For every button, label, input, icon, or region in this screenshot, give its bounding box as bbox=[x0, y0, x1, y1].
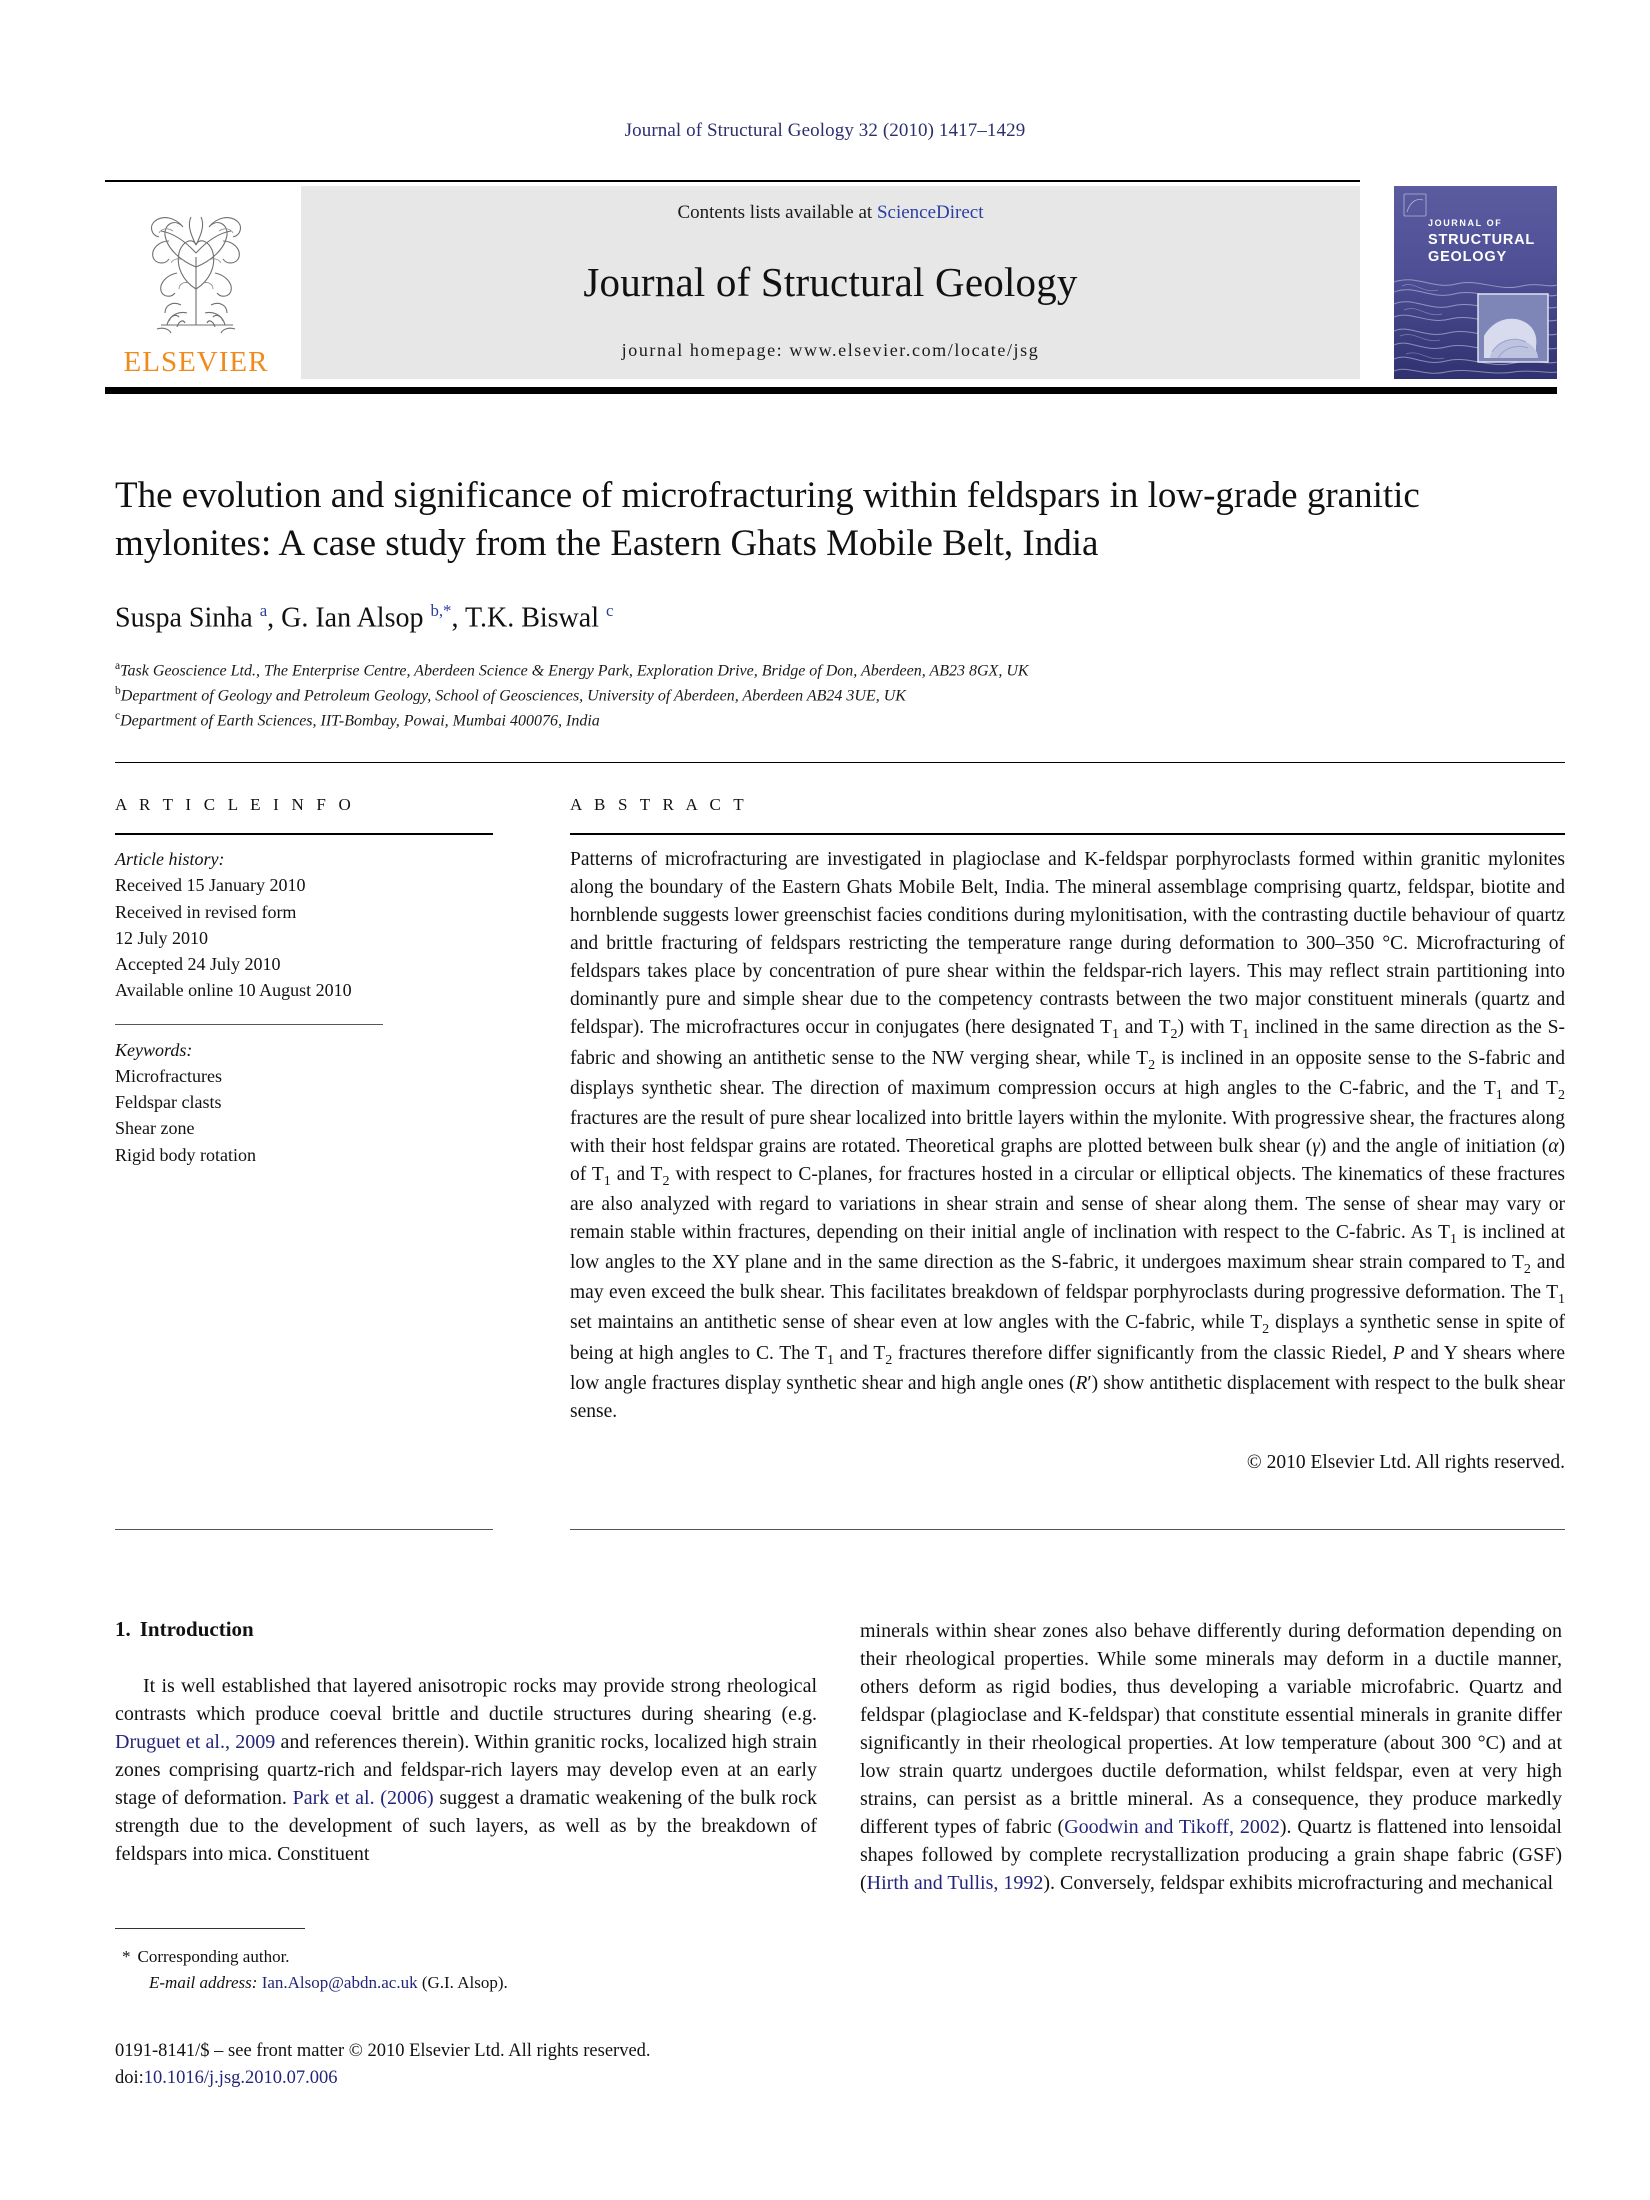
article-history-label: Article history: bbox=[115, 849, 225, 869]
keywords-divider bbox=[115, 1024, 383, 1025]
affiliation-text-a: Task Geoscience Ltd., The Enterprise Centre, Aberdeen Science & Energy Park, Exploration Drive, Bridge of Don, Aberdeen, AB23 8GX, UK bbox=[120, 662, 1029, 680]
journal-cover-thumbnail bbox=[1394, 186, 1557, 379]
keywords-label: Keywords: bbox=[115, 1039, 193, 1060]
abstract-column-bottom-rule bbox=[570, 1529, 1565, 1530]
affiliation-marker-c: c bbox=[115, 710, 121, 722]
masthead-body bbox=[105, 186, 1360, 379]
affiliation-text-b: Department of Geology and Petroleum Geology, School of Geosciences, University of Aberdeen, Aberdeen AB24 3UE, UK bbox=[120, 687, 906, 705]
cover-line-2: STRUCTURAL bbox=[1428, 232, 1536, 248]
abstract-copyright: © 2010 Elsevier Ltd. All rights reserved. bbox=[1246, 1451, 1565, 1473]
history-item: Available online 10 August 2010 bbox=[115, 980, 352, 1001]
keywords-block bbox=[115, 1037, 493, 1168]
journal-cover-art bbox=[1394, 186, 1557, 379]
section-title: Introduction bbox=[139, 1617, 254, 1641]
frontmatter-line: 0191-8141/$ – see front matter © 2010 Elsevier Ltd. All rights reserved. bbox=[115, 2041, 651, 2061]
affiliation-c bbox=[115, 708, 1515, 733]
body-column-left bbox=[115, 1617, 817, 1868]
masthead-top-rule bbox=[105, 180, 1360, 182]
corresponding-author-note bbox=[115, 1944, 817, 1970]
journal-title: Journal of Structural Geology bbox=[583, 259, 1078, 305]
affiliation-marker-b: b bbox=[115, 685, 121, 697]
history-item: 12 July 2010 bbox=[115, 927, 209, 948]
body-column-right bbox=[860, 1617, 1562, 1897]
cover-line-1: JOURNAL OF bbox=[1428, 218, 1503, 228]
elsevier-logo bbox=[105, 186, 287, 379]
affiliation-text-c: Department of Earth Sciences, IIT-Bombay, Powai, Mumbai 400076, India bbox=[120, 712, 600, 730]
article-history-block bbox=[115, 846, 493, 1004]
section-number: 1. bbox=[115, 1617, 131, 1641]
doi-label: doi: bbox=[115, 2068, 144, 2089]
history-item: Accepted 24 July 2010 bbox=[115, 954, 281, 975]
history-item: Received in revised form bbox=[115, 901, 297, 922]
footnote-block bbox=[115, 1944, 817, 1996]
abstract-rule bbox=[570, 833, 1565, 835]
page-title: The evolution and significance of microfracturing within feldspars in low-grade granitic mylonites: A case study from the Eastern Ghats Mobile Belt, India bbox=[115, 475, 1420, 565]
running-head: Journal of Structural Geology 32 (2010) 1417–1429 bbox=[624, 120, 1026, 141]
history-item: Received 15 January 2010 bbox=[115, 875, 306, 896]
elsevier-tree-icon bbox=[121, 197, 271, 347]
contents-available-line bbox=[677, 202, 983, 224]
contents-box bbox=[301, 186, 1360, 379]
affiliation-b bbox=[115, 683, 1515, 708]
abstract-body: Patterns of microfracturing are investigated in plagioclase and K-feldspar porphyroclasts formed within granitic mylonites along the boundary of the Eastern Ghats Mobile Belt, India. The mineral assemblage comprising quartz, feldspar, biotite and hornblende suggests lower greenschist facies conditions during mylonitisation, with the contrasting ductile behaviour of quartz and brittle fracturing of feldspars restricting the temperature range during deformation to 300–350 °C. Microfracturing of feldspars takes place by concentration of pure shear within the feldspar-rich layers. This may reflect strain partitioning into dominantly pure and simple shear due to the competency contrasts between the two major constituent minerals (quartz and feldspar). The microfractures occur in conjugates (here designated $T_1$ and $T_2$) with $T_1$ inclined in the same direction as the S-fabric and showing an antithetic sense to the NW verging shear, while $T_2$ is inclined in an opposite sense to the S-fabric and displays synthetic shear. The direction of maximum compression occurs at high angles to the C-fabric, and the $T_1$ and $T_2$ fractures are the result of pure shear localized into brittle layers within the mylonite. With progressive shear, the fractures along with their host feldspar grains are rotated. Theoretical graphs are plotted between bulk shear (γ) and the angle of initiation (α) of $T_1$ and $T_2$ with respect to C-planes, for fractures hosted in a circular or elliptical objects. The kinematics of these fractures are also analyzed with regard to variations in shear strain and sense of shear along them. The sense of shear may vary or remain stable within fractures, depending on their initial angle of inclination with respect to the C-fabric. As $T_1$ is inclined at low angles to the XY plane and in the same direction as the S-fabric, it undergoes maximum shear strain compared to $T_2$ and may even exceed the bulk shear. This facilitates breakdown of feldspar porphyroclasts during progressive deformation. The $T_1$ set maintains an antithetic sense of shear even at low angles with the C-fabric, while $T_2$ displays a synthetic sense in spite of being at high angles to C. The $T_1$ and $T_2$ fractures therefore differ significantly from the classic Riedel, P and Y shears where low angle fractures display synthetic shear and high angle ones (R′) show antithetic displacement with respect to the bulk shear sense. bbox=[570, 849, 1566, 1422]
cover-line-3: GEOLOGY bbox=[1428, 249, 1507, 265]
article-info-column bbox=[115, 795, 493, 1168]
footnote-divider bbox=[115, 1928, 305, 1929]
affiliation-marker-a: a bbox=[115, 660, 121, 672]
email-link[interactable]: Ian.Alsop@abdn.ac.uk bbox=[261, 1972, 418, 1992]
abstract-column bbox=[570, 795, 1565, 1474]
email-label: E-mail address: bbox=[149, 1972, 258, 1992]
doi-line bbox=[115, 2065, 915, 2092]
info-column-bottom-rule bbox=[115, 1529, 493, 1530]
email-suffix: (G.I. Alsop). bbox=[421, 1972, 508, 1992]
keyword-item: Microfractures bbox=[115, 1065, 222, 1086]
keyword-item: Feldspar clasts bbox=[115, 1092, 222, 1113]
intro-paragraph-left: It is well established that layered anisotropic rocks may provide strong rheological contrasts which produce coeval brittle and ductile structures during shearing (e.g. Druguet et al., 2009 and references therein). Within granitic rocks, localized high strain zones comprising quartz-rich and feldspar-rich layers may develop even at an early stage of deformation. Park et al. (2006) suggest a dramatic weakening of the bulk rock strength due to the development of such layers, as well as by the breakdown of feldspars into mica. Constituent bbox=[115, 1675, 818, 1865]
contents-prefix: Contents lists available at bbox=[677, 202, 877, 223]
corresponding-author-marker: * bbox=[122, 1947, 131, 1966]
intro-paragraph-right: minerals within shear zones also behave differently during deformation depending on their rheological properties. While some minerals may deform in a ductile manner, others deform as rigid bodies, thus developing a variable microfabric. Quartz and feldspar (plagioclase and K-feldspar) that constitute essential minerals in granite differ significantly in their rheological properties. At low temperature (about 300 °C) and at low strain quartz undergoes ductile deformation, whilst feldspar, even at very high strains, can persist as a brittle mineral. As a consequence, they produce markedly different types of fabric (Goodwin and Tikoff, 2002). Quartz is flattened into lensoidal shapes followed by complete recrystallization producing a grain shape fabric (GSF) (Hirth and Tullis, 1992). Conversely, feldspar exhibits microfracturing and mechanical bbox=[860, 1620, 1562, 1894]
info-section-top-rule bbox=[115, 762, 1565, 763]
section-heading-introduction bbox=[115, 1617, 817, 1642]
article-info-rule bbox=[115, 833, 493, 835]
masthead-bottom-rule bbox=[105, 387, 1557, 394]
article-info-heading: A R T I C L E I N F O bbox=[115, 795, 355, 814]
journal-homepage-link[interactable]: journal homepage: www.elsevier.com/locate/jsg bbox=[621, 340, 1040, 360]
journal-masthead bbox=[105, 180, 1360, 379]
author-list: Suspa Sinha $^a$, G. Ian Alsop $^{b,*}$, T.K. Biswal $^c$ bbox=[115, 601, 614, 634]
abstract-heading: A B S T R A C T bbox=[570, 795, 748, 814]
sciencedirect-link[interactable]: ScienceDirect bbox=[876, 202, 984, 223]
frontmatter-block bbox=[115, 2038, 915, 2093]
email-note bbox=[115, 1970, 817, 1996]
affiliation-a bbox=[115, 658, 1515, 683]
elsevier-wordmark: ELSEVIER bbox=[123, 346, 269, 378]
affiliation-list bbox=[115, 658, 1515, 733]
keyword-item: Rigid body rotation bbox=[115, 1144, 256, 1165]
keyword-item: Shear zone bbox=[115, 1118, 195, 1139]
corresponding-author-text: Corresponding author. bbox=[137, 1947, 290, 1966]
doi-link[interactable]: 10.1016/j.jsg.2010.07.006 bbox=[143, 2068, 338, 2089]
